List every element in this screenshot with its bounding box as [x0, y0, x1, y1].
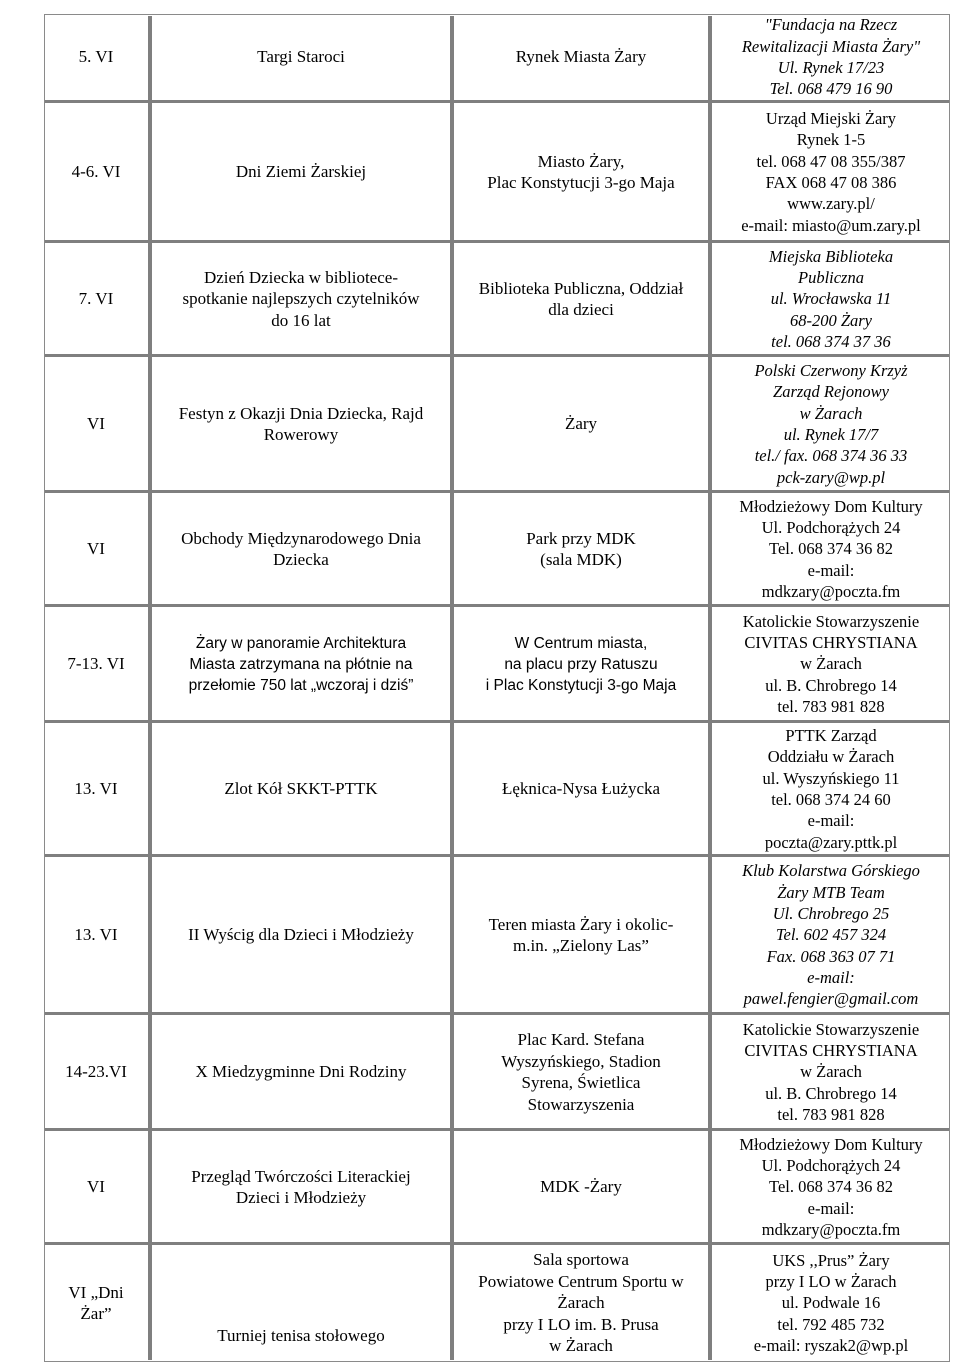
event-text: Przegląd Twórczości Literackiej Dzieci i Młodzieży	[191, 1166, 411, 1207]
event-text: Zlot Kół SKKT-PTTK	[224, 779, 378, 799]
table-row	[0, 494, 960, 604]
contact-cell	[712, 1246, 950, 1360]
column-divider	[708, 16, 712, 1360]
place-cell	[454, 724, 708, 854]
event-text: Festyn z Okazji Dnia Dziecka, Rajd Rowerowy	[178, 403, 424, 444]
row-divider	[44, 354, 950, 357]
event-cell	[152, 1246, 450, 1360]
place-text: Żary	[564, 414, 598, 434]
place-cell	[454, 358, 708, 490]
table-row	[0, 1016, 960, 1128]
event-cell	[152, 608, 450, 720]
event-text: Turniej tenisa stołowego	[217, 1325, 385, 1345]
place-text: Sala sportowa Powiatowe Centrum Sportu w Żarach przy I LO im. B. Prusa w Żarach	[478, 1250, 684, 1356]
table-row	[0, 244, 960, 354]
column-divider	[148, 16, 152, 1360]
contact-text: Młodzieżowy Dom Kultury Ul. Podchorążych 24 Tel. 068 374 36 82 e-mail: mdkzary@poczta.fm	[739, 496, 923, 601]
date-text: VI „Dni Żar”	[68, 1282, 124, 1323]
date-text: 5. VI	[78, 47, 114, 67]
place-text: Park przy MDK (sala MDK)	[526, 528, 636, 569]
row-divider	[44, 100, 950, 103]
contact-cell	[712, 858, 950, 1012]
event-text: Targi Staroci	[257, 47, 345, 67]
place-text: MDK -Żary	[540, 1177, 622, 1197]
event-cell	[152, 858, 450, 1012]
table-row	[0, 858, 960, 1012]
contact-cell	[712, 16, 950, 98]
date-cell	[44, 608, 148, 720]
contact-text: Miejska Biblioteka Publiczna ul. Wrocławska 11 68-200 Żary tel. 068 374 37 36	[768, 246, 894, 351]
date-text: 7-13. VI	[67, 654, 125, 674]
table-row	[0, 1132, 960, 1242]
table-row	[0, 104, 960, 240]
row-divider	[44, 1128, 950, 1131]
date-text: 14-23.VI	[65, 1062, 127, 1082]
place-cell	[454, 244, 708, 354]
place-text: Rynek Miasta Żary	[515, 47, 647, 67]
event-text: Dzień Dziecka w bibliotece- spotkanie najlepszych czytelników do 16 lat	[182, 267, 420, 330]
event-cell	[152, 104, 450, 240]
place-cell	[454, 1016, 708, 1128]
event-cell	[152, 244, 450, 354]
event-cell	[152, 358, 450, 490]
place-cell	[454, 1246, 708, 1360]
contact-cell	[712, 608, 950, 720]
place-text: Teren miasta Żary i okolic- m.in. „Zielony Las”	[488, 914, 674, 955]
date-text: VI	[87, 539, 105, 559]
contact-text: Urząd Miejski Żary Rynek 1-5 tel. 068 47 08 355/387 FAX 068 47 08 386 www.zary.pl/ e-mail: miasto@um.zary.pl	[741, 109, 921, 235]
contact-cell	[712, 1132, 950, 1242]
date-cell	[44, 724, 148, 854]
date-cell	[44, 494, 148, 604]
contact-cell	[712, 104, 950, 240]
contact-cell	[712, 1016, 950, 1128]
event-text: X Miedzygminne Dni Rodziny	[195, 1062, 407, 1082]
row-divider	[44, 1242, 950, 1245]
row-divider	[44, 604, 950, 607]
table-row	[0, 16, 960, 98]
contact-text: Katolickie Stowarzyszenie CIVITAS CHRYSTIANA w Żarach ul. B. Chrobrego 14 tel. 783 981 828	[742, 611, 920, 716]
place-text: Plac Kard. Stefana Wyszyńskiego, Stadion Syrena, Świetlica Stowarzyszenia	[501, 1030, 661, 1114]
date-cell	[44, 358, 148, 490]
table-row	[0, 1246, 960, 1360]
date-text: 7. VI	[78, 289, 114, 309]
row-divider	[44, 854, 950, 857]
place-cell	[454, 104, 708, 240]
event-cell	[152, 1132, 450, 1242]
contact-text: Młodzieżowy Dom Kultury Ul. Podchorążych 24 Tel. 068 374 36 82 e-mail: mdkzary@poczta.fm	[739, 1134, 923, 1239]
table-row	[0, 724, 960, 854]
row-divider	[44, 490, 950, 493]
table-row	[0, 358, 960, 490]
place-text: Miasto Żary, Plac Konstytucji 3-go Maja	[487, 151, 675, 192]
date-cell	[44, 858, 148, 1012]
place-text: Biblioteka Publiczna, Oddział dla dzieci	[478, 278, 684, 319]
place-cell	[454, 494, 708, 604]
contact-text: "Fundacja na Rzecz Rewitalizacji Miasta Żary" Ul. Rynek 17/23 Tel. 068 479 16 90	[741, 15, 921, 99]
event-cell	[152, 16, 450, 98]
contact-text: PTTK Zarząd Oddziału w Żarach ul. Wyszyńskiego 11 tel. 068 374 24 60 e-mail: poczta@zary.pttk.pl	[762, 726, 900, 852]
date-text: VI	[87, 414, 105, 434]
event-text: Dni Ziemi Żarskiej	[235, 162, 367, 182]
date-cell	[44, 1132, 148, 1242]
event-cell	[152, 494, 450, 604]
date-cell	[44, 1246, 148, 1360]
row-divider	[44, 240, 950, 243]
place-text: W Centrum miasta, na placu przy Ratuszu i Plac Konstytucji 3-go Maja	[485, 634, 677, 694]
table-row	[0, 608, 960, 720]
place-cell	[454, 1132, 708, 1242]
contact-cell	[712, 358, 950, 490]
date-cell	[44, 104, 148, 240]
place-cell	[454, 608, 708, 720]
contact-cell	[712, 494, 950, 604]
event-text: II Wyścig dla Dzieci i Młodzieży	[188, 925, 414, 945]
event-text: Obchody Międzynarodowego Dnia Dziecka	[181, 528, 421, 569]
place-text: Łęknica-Nysa Łużycka	[501, 779, 661, 799]
contact-text: Klub Kolarstwa Górskiego Żary MTB Team Ul. Chrobrego 25 Tel. 602 457 324 Fax. 068 363 07 71 e-mail: pawel.fengier@gmail.com	[742, 861, 920, 1009]
place-cell	[454, 858, 708, 1012]
contact-cell	[712, 244, 950, 354]
date-cell	[44, 244, 148, 354]
column-divider	[450, 16, 454, 1360]
contact-text: UKS ,,Prus” Żary przy I LO w Żarach ul. Podwale 16 tel. 792 485 732 e-mail: ryszak2@wp.pl	[753, 1250, 909, 1355]
event-cell	[152, 724, 450, 854]
date-text: 13. VI	[74, 779, 118, 799]
date-text: VI	[87, 1177, 105, 1197]
place-cell	[454, 16, 708, 98]
event-cell	[152, 1016, 450, 1128]
date-text: 4-6. VI	[71, 162, 121, 182]
contact-text: Polski Czerwony Krzyż Zarząd Rejonowy w Żarach ul. Rynek 17/7 tel./ fax. 068 374 36 33 pck-zary@wp.pl	[754, 361, 908, 487]
row-divider	[44, 1012, 950, 1015]
date-cell	[44, 1016, 148, 1128]
event-text: Żary w panoramie Architektura Miasta zatrzymana na płótnie na przełomie 750 lat „wczoraj i dziś”	[188, 634, 414, 694]
contact-cell	[712, 724, 950, 854]
date-cell	[44, 16, 148, 98]
row-divider	[44, 720, 950, 723]
contact-text: Katolickie Stowarzyszenie CIVITAS CHRYSTIANA w Żarach ul. B. Chrobrego 14 tel. 783 981 828	[742, 1019, 920, 1124]
date-text: 13. VI	[74, 925, 118, 945]
